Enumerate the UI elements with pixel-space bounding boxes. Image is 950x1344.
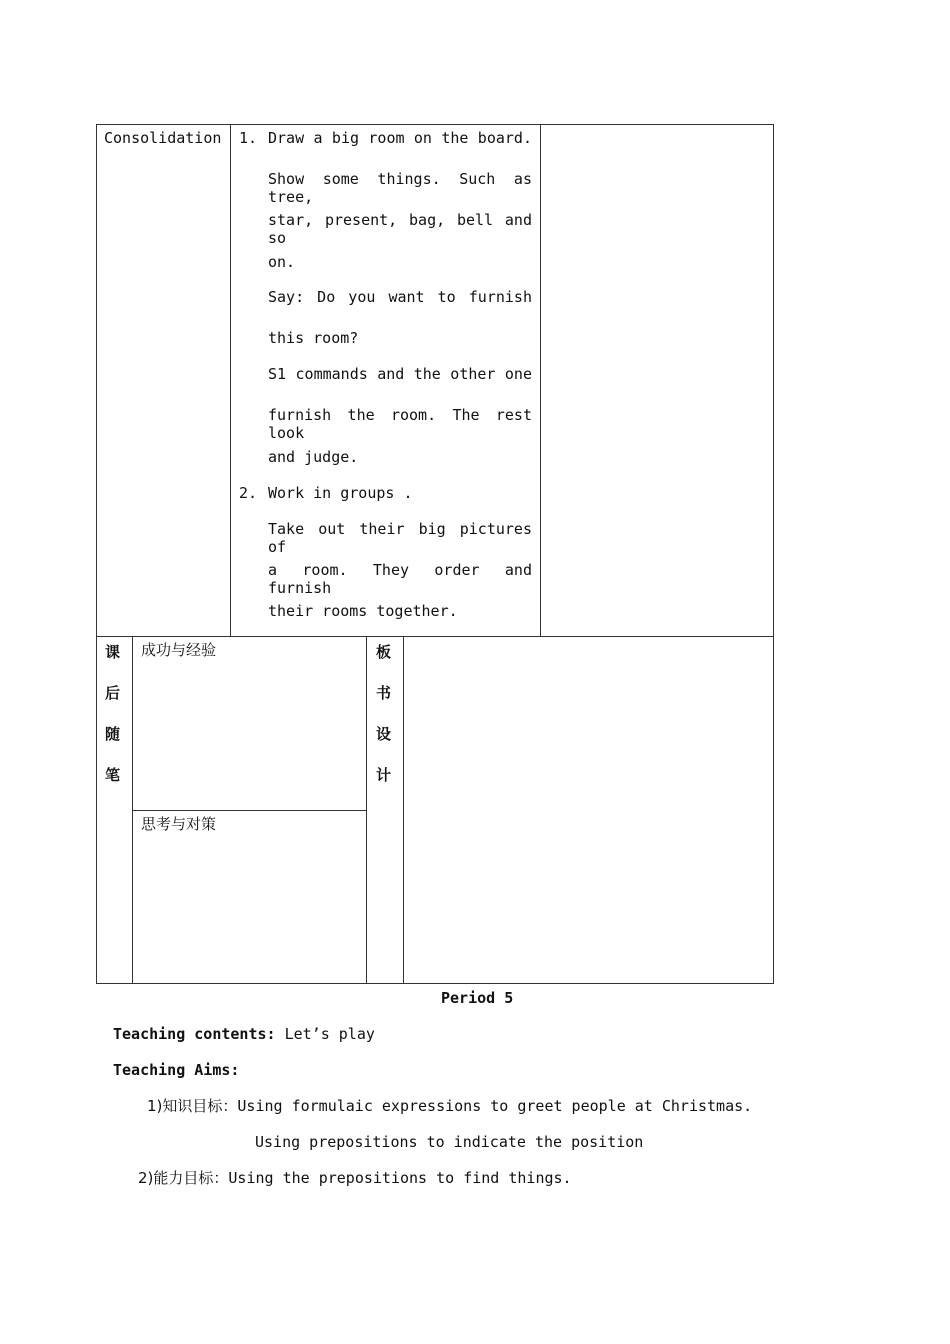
item2-line: their rooms together.: [268, 602, 458, 620]
period-title: Period 5: [441, 989, 514, 1007]
table-border-mid: [96, 636, 774, 637]
teaching-contents-line: [113, 1025, 375, 1043]
s1-line: S1 commands and the other one: [268, 365, 532, 383]
success-experience-label: 成功与经验: [141, 641, 217, 659]
aim-2-text: Using the prepositions to find things.: [228, 1169, 572, 1187]
s1-line: furnish the room. The rest look: [268, 406, 532, 442]
teaching-contents-label: Teaching contents:: [113, 1025, 276, 1043]
notes-divider-3: [403, 636, 404, 984]
item1-line: Show some things. Such as tree,: [268, 170, 532, 206]
aim-2-line: [138, 1169, 572, 1187]
after-class-notes-header-char: 课: [105, 643, 121, 661]
teaching-contents-value: Let’s play: [275, 1025, 375, 1043]
table-border-bottom: [96, 983, 774, 984]
table-divider-1: [230, 124, 231, 636]
item2-line: a room. They order and furnish: [268, 561, 532, 597]
item1-line: star, present, bag, bell and so: [268, 211, 532, 247]
say-line: Say: Do you want to furnish: [268, 288, 532, 306]
board-design-header-char: 板: [376, 643, 392, 661]
say-line: this room?: [268, 329, 359, 347]
after-class-notes-header-char: 随: [105, 725, 121, 743]
table-border-top: [96, 124, 774, 125]
table-border-left: [96, 124, 97, 984]
item2-title: Work in groups .: [268, 484, 413, 502]
item1-line: on.: [268, 253, 296, 271]
item1-line: Draw a big room on the board.: [268, 129, 532, 147]
notes-divider-h: [132, 810, 366, 811]
aim-2-prefix: 2)能力目标：: [138, 1169, 229, 1187]
aim-1-line-2: Using prepositions to indicate the position: [255, 1133, 644, 1151]
item2-line: Take out their big pictures of: [268, 520, 532, 556]
board-design-header-char: 书: [376, 684, 392, 702]
aim-1-text: Using formulaic expressions to greet people at Christmas.: [237, 1097, 753, 1115]
s1-line: and judge.: [268, 448, 359, 466]
aim-1-line: [147, 1097, 752, 1115]
board-design-header-char: 计: [376, 766, 392, 784]
stage-label: Consolidation: [104, 129, 222, 147]
after-class-notes-header-char: 后: [105, 684, 121, 702]
teaching-aims-label: Teaching Aims:: [113, 1061, 240, 1079]
after-class-notes-header-char: 笔: [105, 766, 121, 784]
notes-divider-2: [366, 636, 367, 984]
item-number: 1.: [239, 129, 258, 147]
item-number: 2.: [239, 484, 258, 502]
board-design-header-char: 设: [376, 725, 392, 743]
reflection-strategy-label: 思考与对策: [141, 815, 217, 833]
aim-1-prefix: 1)知识目标：: [147, 1097, 238, 1115]
table-border-right: [773, 124, 774, 984]
table-divider-2: [540, 124, 541, 636]
